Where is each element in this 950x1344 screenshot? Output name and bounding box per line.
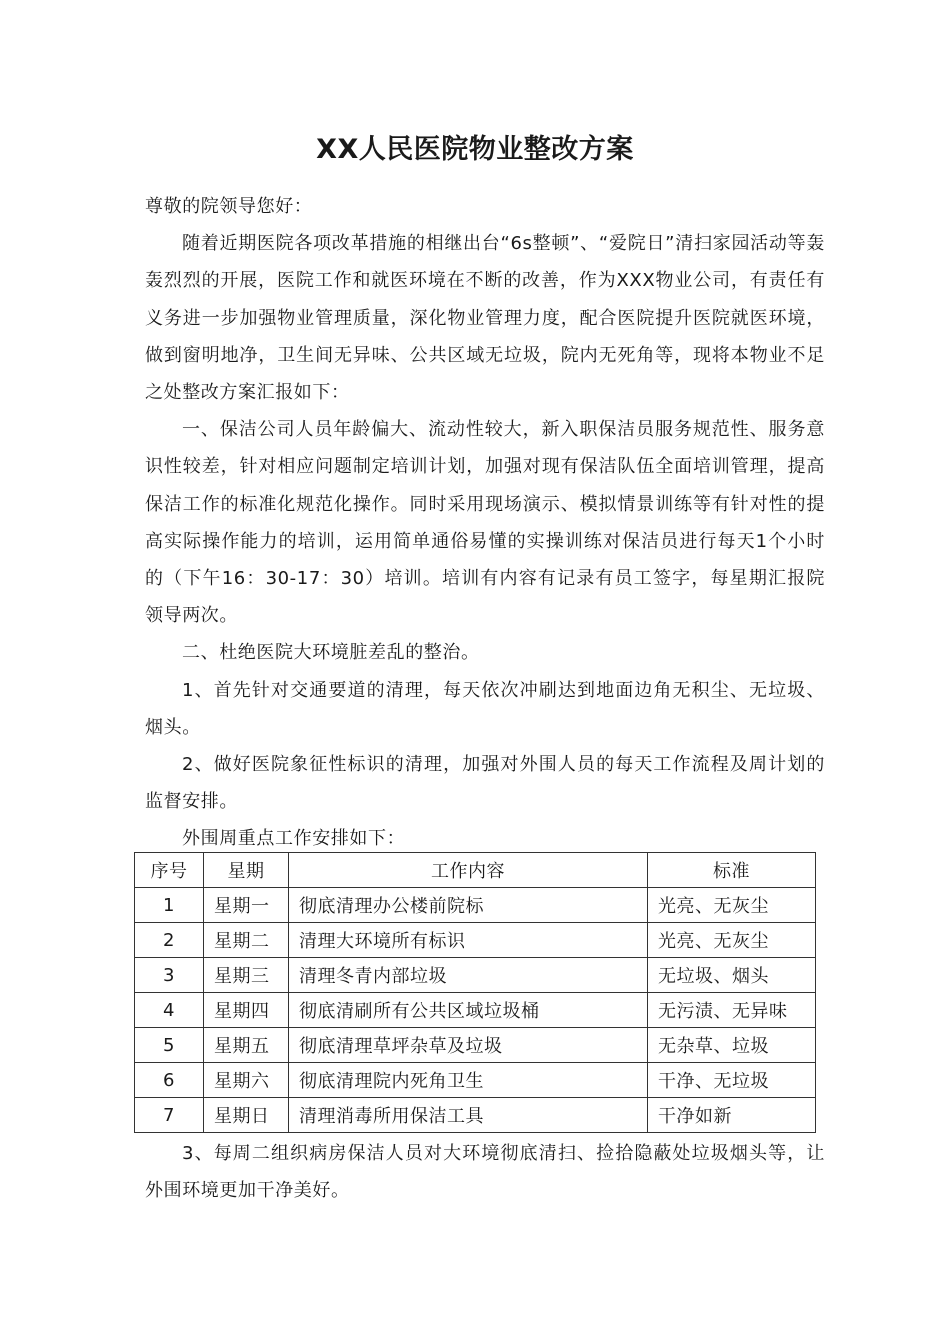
cell-number: 7: [135, 1098, 204, 1133]
cell-number: 1: [135, 888, 204, 923]
cell-task: 清理冬青内部垃圾: [289, 958, 648, 993]
cell-standard: 无垃圾、烟头: [648, 958, 816, 993]
cell-number: 6: [135, 1063, 204, 1098]
cell-task: 彻底清刷所有公共区域垃圾桶: [289, 993, 648, 1028]
cell-standard: 光亮、无灰尘: [648, 888, 816, 923]
table-row: [135, 1098, 816, 1133]
document-body-bottom: [145, 1135, 825, 1209]
table-row: [135, 1063, 816, 1098]
cell-standard: 干净、无垃圾: [648, 1063, 816, 1098]
cell-task: 彻底清理草坪杂草及垃圾: [289, 1028, 648, 1063]
header-number: 序号: [135, 853, 204, 888]
item-one-paragraph: 1、首先针对交通要道的清理，每天依次冲刷达到地面边角无积尘、无垃圾、烟头。: [145, 679, 825, 738]
cell-weekday: 星期三: [204, 958, 289, 993]
cell-weekday: 星期一: [204, 888, 289, 923]
table-row: [135, 888, 816, 923]
item-two-paragraph: 2、做好医院象征性标识的清理，加强对外围人员的每天工作流程及周计划的监督安排。: [145, 754, 825, 813]
header-standard: 标准: [648, 853, 816, 888]
greeting: 尊敬的院领导您好：: [145, 196, 313, 217]
header-task: 工作内容: [289, 853, 648, 888]
table-row: [135, 923, 816, 958]
cell-weekday: 星期日: [204, 1098, 289, 1133]
cell-number: 5: [135, 1028, 204, 1063]
table-row: [135, 1028, 816, 1063]
section-one-paragraph: 一、保洁公司人员年龄偏大、流动性较大，新入职保洁员服务规范性、服务意识性较差，针对相应问题制定培训计划，加强对现有保洁队伍全面培训管理，提高保洁工作的标准化规范化操作。同时采用现场演示、模拟情景训练等有针对性的提高实际操作能力的培训，运用简单通俗易懂的实操训练对保洁员进行每天1个小时的（下午16：30-17：30）培训。培训有内容有记录有员工签字，每星期汇报院领导两次。: [145, 419, 825, 627]
cell-standard: 光亮、无灰尘: [648, 923, 816, 958]
cell-weekday: 星期五: [204, 1028, 289, 1063]
table-row: [135, 993, 816, 1028]
cell-number: 4: [135, 993, 204, 1028]
document-title: XX人民医院物业整改方案: [316, 134, 634, 165]
cell-standard: 无污渍、无异味: [648, 993, 816, 1028]
cell-task: 清理大环境所有标识: [289, 923, 648, 958]
weekly-schedule-table: [134, 852, 816, 1133]
cell-number: 2: [135, 923, 204, 958]
document-body-top: [145, 188, 825, 858]
section-two-heading: 二、杜绝医院大环境脏差乱的整治。: [182, 642, 480, 664]
cell-standard: 干净如新: [648, 1098, 816, 1133]
cell-weekday: 星期二: [204, 923, 289, 958]
cell-task: 清理消毒所用保洁工具: [289, 1098, 648, 1133]
cell-number: 3: [135, 958, 204, 993]
header-weekday: 星期: [204, 853, 289, 888]
cell-task: 彻底清理办公楼前院标: [289, 888, 648, 923]
cell-task: 彻底清理院内死角卫生: [289, 1063, 648, 1098]
table-caption: 外围周重点工作安排如下：: [182, 828, 406, 850]
intro-paragraph: 随着近期医院各项改革措施的相继出台“6s整顿”、“爱院日”清扫家园活动等轰轰烈烈的开展，医院工作和就医环境在不断的改善，作为XXX物业公司，有责任有义务进一步加强物业管理质量，深化物业管理力度，配合医院提升医院就医环境，做到窗明地净，卫生间无异味、公共区域无垃圾，院内无死角等，现将本物业不足之处整改方案汇报如下：: [145, 233, 825, 404]
cell-weekday: 星期四: [204, 993, 289, 1028]
table-row: [135, 958, 816, 993]
cell-standard: 无杂草、垃圾: [648, 1028, 816, 1063]
cell-weekday: 星期六: [204, 1063, 289, 1098]
table-header-row: [135, 853, 816, 888]
item-three-paragraph: 3、每周二组织病房保洁人员对大环境彻底清扫、捡拾隐蔽处垃圾烟头等，让外围环境更加干净美好。: [145, 1143, 825, 1202]
